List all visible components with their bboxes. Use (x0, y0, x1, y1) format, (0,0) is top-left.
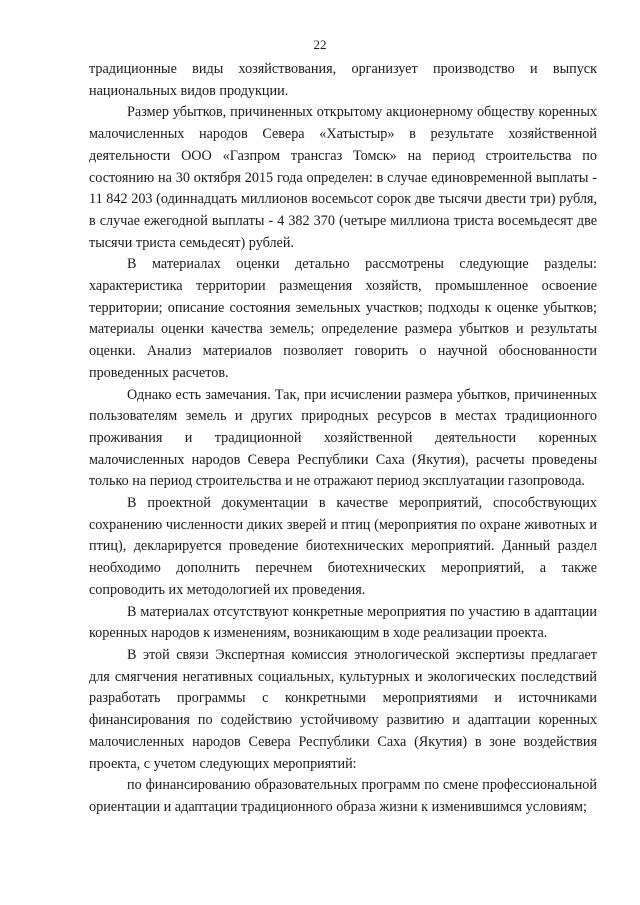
paragraph-assessment-sections: В материалах оценки детально рассмотрены следующие разделы: характеристика территории размещения хозяйств, промышленное освоение территории; описание состояния земельных участков; подходы к оценке убытков; материалы оценки качества земель; определение размера убытков и результаты оценки. Анализ материалов позволяет говорить о научной обоснованности проведенных расчетов. (89, 256, 597, 381)
paragraph-adaptation-absence: В материалах отсутствуют конкретные мероприятия по участию в адаптации коренных народов к изменениям, возникающим в ходе реализации проекта. (89, 603, 597, 642)
document-body (89, 59, 597, 819)
paragraph-continuation: традиционные виды хозяйствования, организует производство и выпуск национальных видов продукции. (89, 61, 597, 99)
paragraph-commission-proposal: В этой связи Экспертная комиссия этнологической экспертизы предлагает для смягчения негативных социальных, культурных и экологических последствий разработать программы с конкретными мероприятиями и источниками финансирования по содействию устойчивому развитию и адаптации коренных малочисленных народов Севера Республики Саха (Якутия) в зоне воздействия проекта, с учетом следующих мероприятий: (89, 646, 597, 772)
paragraph-biotechnical-measures: В проектной документации в качестве мероприятий, способствующих сохранению численности диких зверей и птиц (мероприятия по охране животных и птиц), декларируется проведение биотехнических мероприятий. Данный раздел необходимо дополнить перечнем биотехнических мероприятий, а также сопроводить их методологией их проведения. (89, 495, 597, 598)
paragraph-financing-measure: по финансированию образовательных программ по смене профессиональной ориентации и адаптации традиционного образа жизни к изменившимся условиям; (89, 777, 597, 815)
paragraph-remarks: Однако есть замечания. Так, при исчислении размера убытков, причиненных пользователям земель и других природных ресурсов в местах традиционного проживания и традиционной хозяйственной деятельности коренных малочисленных народов Севера Республики Саха (Якутия), расчеты проведены только на период строительства и не отражают период эксплуатации газопровода. (89, 386, 597, 490)
page-number: 22 (313, 37, 327, 52)
paragraph-damages-amount: Размер убытков, причиненных открытому акционерному обществу коренных малочисленных народов Севера «Хатыстыр» в результате хозяйственной деятельности ООО «Газпром трансгаз Томск» на период строительства по состоянию на 30 октября 2015 года определен: в случае единовременной выплаты - 11 842 203 (одиннадцать миллионов восемьсот сорок две тысячи двести три) рубля, в случае ежегодной выплаты - 4 382 370 (четыре миллиона триста восемьдесят две тысячи триста семьдесят) рублей. (89, 104, 597, 251)
